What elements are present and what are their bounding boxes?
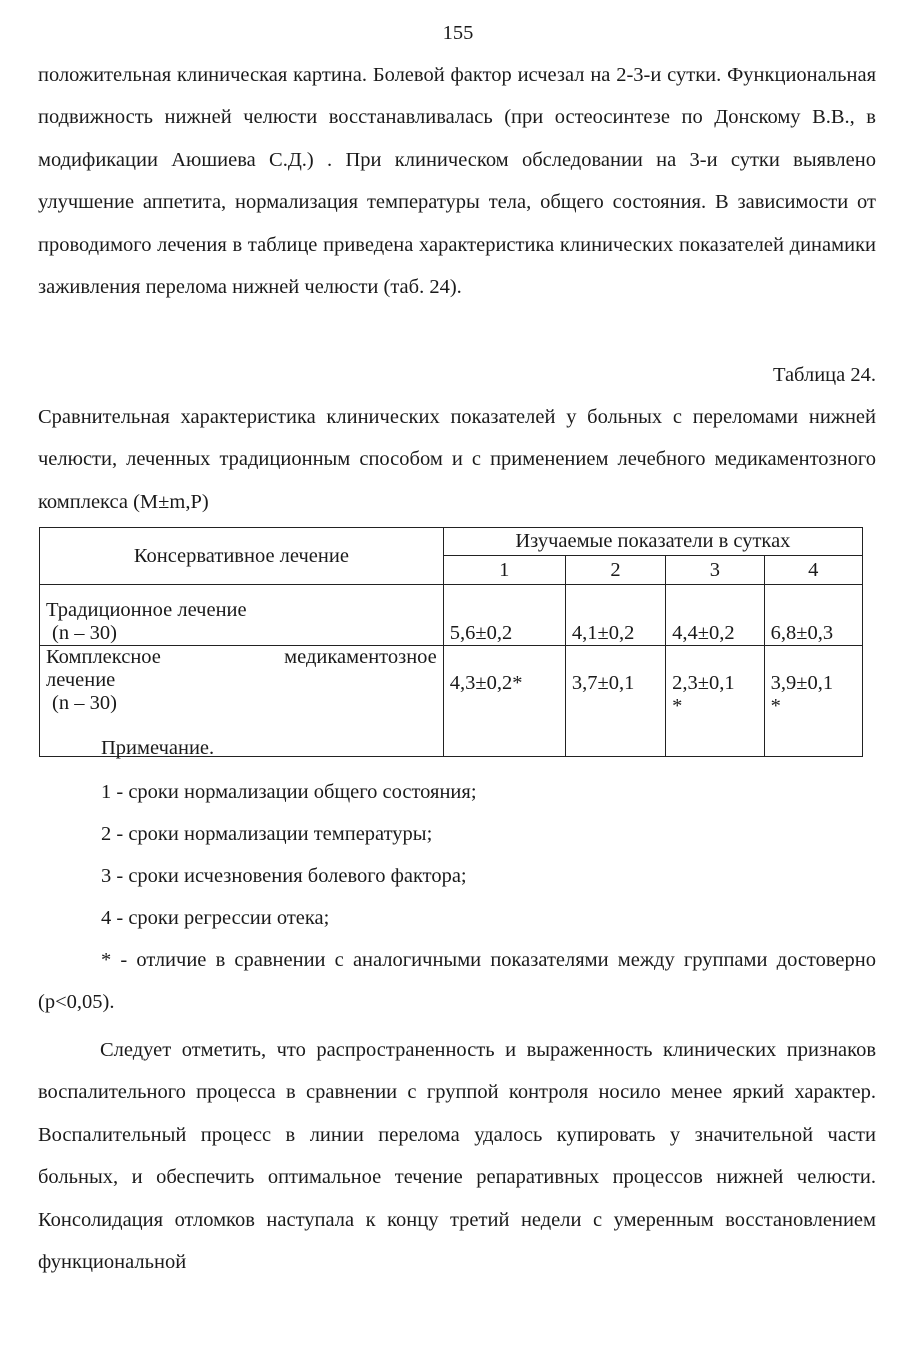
cell-value: 2,3±0,1 <box>672 672 735 694</box>
header-day-3: 3 <box>666 556 764 585</box>
header-indicators: Изучаемые показатели в сутках <box>443 528 862 556</box>
row-label-traditional <box>40 585 444 646</box>
header-day-1: 1 <box>443 556 565 585</box>
row-label-line: (n – 30) <box>52 622 117 644</box>
cell-value: 3,9±0,1 <box>770 672 834 694</box>
table-cell: 3,7±0,1 <box>565 646 665 757</box>
note-item: 2 - сроки нормализации температуры; <box>101 823 433 845</box>
note-title: Примечание. <box>101 737 215 759</box>
paragraph-intro: положительная клиническая картина. Болевой фактор исчезал на 2-3-и сутки. Функциональная подвижность нижней челюсти восстанавливалась (при остеосинтезе по Донскому В.В., в модификации Аюшиева С.Д.) . При клиническом обследовании на 3-и сутки выявлено улучшение аппетита, нормализация температуры тела, общего состояния. В зависимости от проводимого лечения в таблице приведена характеристика клинических показателей динамики заживления перелома нижней челюсти (таб. 24). <box>38 64 876 299</box>
table-row <box>40 585 863 646</box>
table-caption: Сравнительная характеристика клинических показателей у больных с переломами нижней челюсти, леченных традиционным способом и с применением лечебного медикаментозного комплекса (M±m,P) <box>38 406 876 513</box>
row-label-line: (n – 30) <box>52 692 117 714</box>
note-item: 1 - сроки нормализации общего состояния; <box>101 781 477 803</box>
note-item: 3 - сроки исчезновения болевого фактора; <box>101 865 467 887</box>
paragraph-conclusion: Следует отметить, что распространенность и выраженность клинических признаков воспалительного процесса в сравнении с группой контроля носило менее яркий характер. Воспалительный процесс в линии перелома удалось купировать у значительной части больных, и обеспечить оптимальное течение репаративных процессов нижней челюсти. Консолидация отломков наступала к концу третий недели с умеренным восстановлением функциональной <box>38 1039 876 1274</box>
table-cell <box>764 646 862 757</box>
row-label-line <box>46 646 437 669</box>
table-cell: 4,4±0,2 <box>666 585 764 646</box>
row-label-word: медикаментозное <box>284 646 437 668</box>
note-significance: * - отличие в сравнении с аналогичными показателями между группами достоверно (p<0,05). <box>38 949 876 1013</box>
note-item: 4 - сроки регрессии отека; <box>101 907 330 929</box>
table-header-row <box>40 528 863 556</box>
significance-star: * <box>770 695 781 717</box>
row-label-line: лечение <box>46 669 116 691</box>
page-number: 155 <box>442 22 474 44</box>
header-day-4: 4 <box>764 556 862 585</box>
header-treatment: Консервативное лечение <box>40 528 444 585</box>
comparison-table <box>39 527 863 757</box>
table-cell: 4,3±0,2* <box>443 646 565 757</box>
table-cell: 4,1±0,2 <box>565 585 665 646</box>
header-day-2: 2 <box>565 556 665 585</box>
table-cell <box>666 646 764 757</box>
row-label-line: Традиционное лечение <box>46 599 247 621</box>
table-label: Таблица 24. <box>772 364 876 386</box>
table-cell: 6,8±0,3 <box>764 585 862 646</box>
table-cell: 5,6±0,2 <box>443 585 565 646</box>
significance-star: * <box>672 695 683 717</box>
row-label-word: Комплексное <box>46 646 161 668</box>
